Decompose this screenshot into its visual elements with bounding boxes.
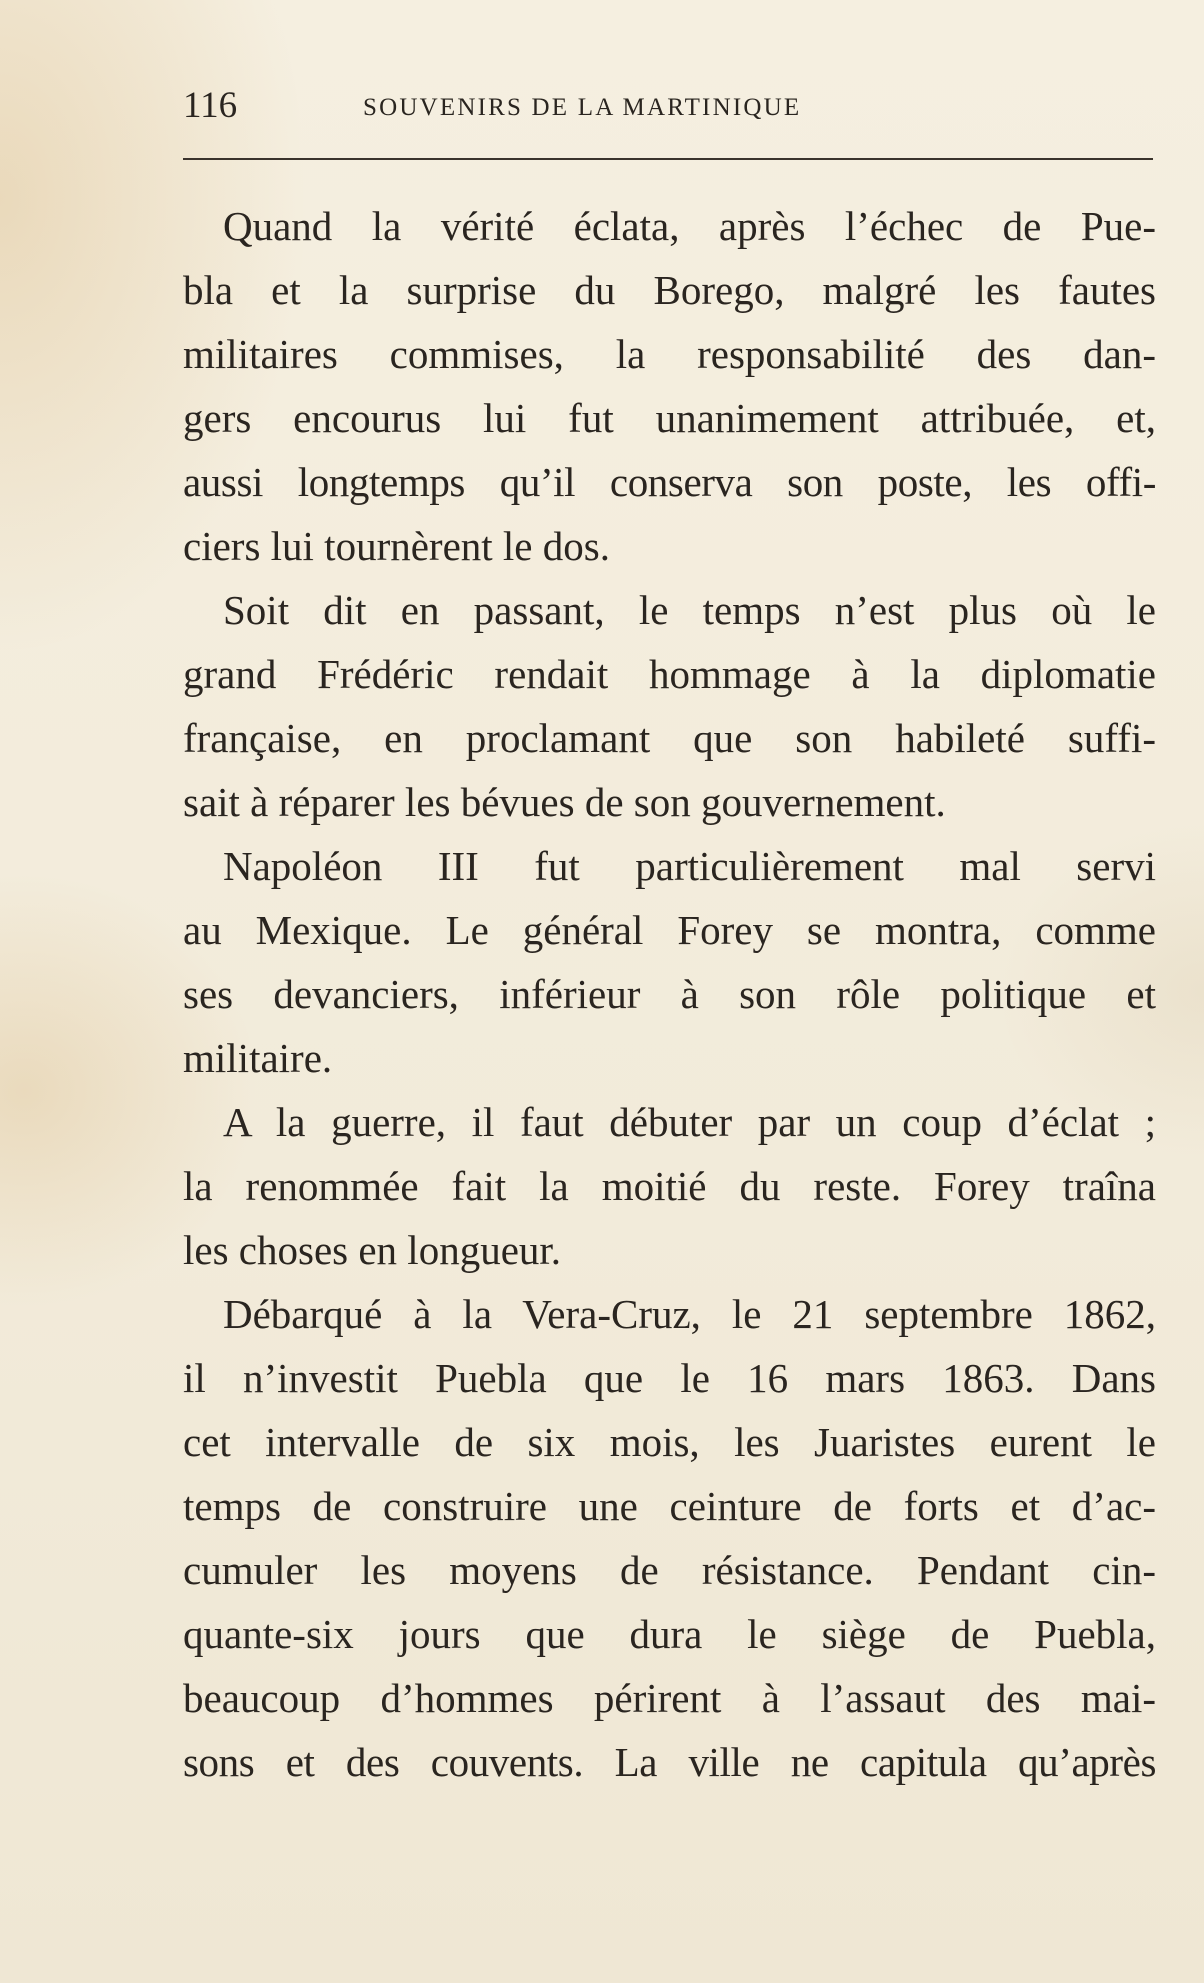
body-text xyxy=(183,194,1156,1794)
text-line: ciers lui tournèrent le dos. xyxy=(183,523,610,569)
text-line: cet intervalle de six mois, les Juaristes eurent le xyxy=(183,1419,1156,1465)
text-line: Débarqué à la Vera-Cruz, le 21 septembre 1862, xyxy=(223,1291,1156,1337)
text-line: sons et des couvents. La ville ne capitula qu’après xyxy=(183,1739,1156,1785)
text-line: bla et la surprise du Borego, malgré les fautes xyxy=(183,267,1156,313)
text-line: la renommée fait la moitié du reste. Forey traîna xyxy=(183,1163,1156,1209)
page-header xyxy=(183,86,1153,126)
text-line: au Mexique. Le général Forey se montra, comme xyxy=(183,907,1156,953)
text-line: aussi longtemps qu’il conserva son poste, les offi- xyxy=(183,459,1156,505)
text-line: gers encourus lui fut unanimement attribuée, et, xyxy=(183,395,1156,441)
text-line: Quand la vérité éclata, après l’échec de Pue- xyxy=(223,203,1156,249)
text-line: sait à réparer les bévues de son gouvernement. xyxy=(183,779,946,825)
page-number: 116 xyxy=(183,85,238,126)
text-line: militaire. xyxy=(183,1035,333,1081)
text-line: militaires commises, la responsabilité des dan- xyxy=(183,331,1156,377)
text-line: Soit dit en passant, le temps n’est plus où le xyxy=(223,587,1156,633)
header-rule xyxy=(183,158,1153,160)
text-line: grand Frédéric rendait hommage à la diplomatie xyxy=(183,651,1156,697)
text-line: A la guerre, il faut débuter par un coup d’éclat ; xyxy=(223,1099,1156,1145)
text-line: temps de construire une ceinture de forts et d’ac- xyxy=(183,1483,1156,1529)
text-line: Napoléon III fut particulièrement mal servi xyxy=(223,843,1156,889)
text-line: beaucoup d’hommes périrent à l’assaut des mai- xyxy=(183,1675,1156,1721)
text-line: cumuler les moyens de résistance. Pendant cin- xyxy=(183,1547,1156,1593)
running-title: SOUVENIRS DE LA MARTINIQUE xyxy=(363,94,802,121)
text-line: les choses en longueur. xyxy=(183,1227,562,1273)
text-line: française, en proclamant que son habileté suffi- xyxy=(183,715,1156,761)
text-line: ses devanciers, inférieur à son rôle politique et xyxy=(183,971,1156,1017)
text-line: il n’investit Puebla que le 16 mars 1863. Dans xyxy=(183,1355,1156,1401)
text-line: quante-six jours que dura le siège de Puebla, xyxy=(183,1611,1156,1657)
